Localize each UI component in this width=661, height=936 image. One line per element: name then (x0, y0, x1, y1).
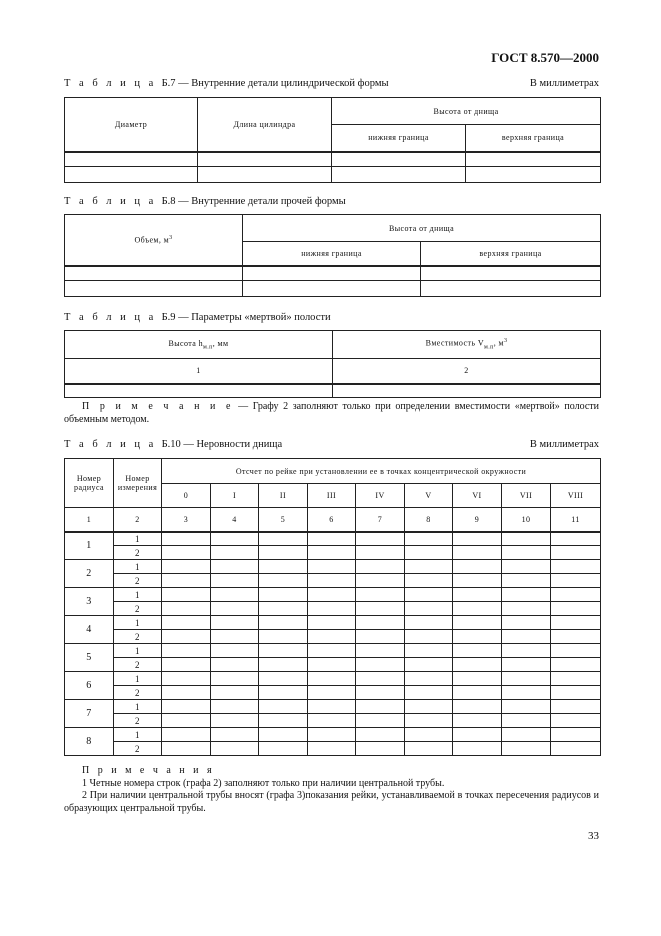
reading-cell (502, 532, 551, 546)
table-label: Т а б л и ц а (64, 196, 157, 207)
reading-cell (259, 700, 308, 714)
reading-cell (356, 742, 405, 756)
reading-cell (502, 616, 551, 630)
measurement-number: 1 (114, 616, 162, 630)
reading-cell (356, 644, 405, 658)
table-row (65, 532, 601, 546)
reading-cell (502, 658, 551, 672)
reading-cell (308, 574, 356, 588)
reading-cell (405, 602, 453, 616)
reading-cell (453, 686, 502, 700)
col-number-2: 2 (333, 359, 601, 384)
point-header: IV (356, 484, 405, 508)
reading-cell (502, 672, 551, 686)
reading-cell (162, 574, 211, 588)
reading-cell (502, 714, 551, 728)
reading-cell (259, 616, 308, 630)
reading-cell (162, 714, 211, 728)
column-number: 2 (114, 508, 162, 532)
reading-cell (211, 630, 259, 644)
point-header: III (308, 484, 356, 508)
point-header: VII (502, 484, 551, 508)
reading-cell (259, 728, 308, 742)
reading-cell (162, 658, 211, 672)
radius-number: 3 (65, 588, 114, 616)
reading-cell (356, 714, 405, 728)
table-b9 (64, 330, 601, 398)
table-b9-note: П р и м е ч а н и е — Графу 2 заполняют только при определении вместимости «мертвой» полости объемным методом. (64, 401, 600, 425)
reading-cell (356, 574, 405, 588)
reading-cell (308, 560, 356, 574)
table-row (65, 672, 601, 686)
table-row (65, 167, 601, 183)
point-header: VI (453, 484, 502, 508)
reading-cell (405, 686, 453, 700)
col-height: Высота от днища (243, 215, 601, 242)
reading-cell (308, 602, 356, 616)
reading-cell (308, 532, 356, 546)
reading-cell (405, 728, 453, 742)
reading-cell (162, 532, 211, 546)
reading-cell (211, 742, 259, 756)
note-1: 1 Четные номера строк (графа 2) заполняют только при наличии центральной трубы. (82, 777, 445, 789)
reading-cell (162, 672, 211, 686)
table-b7 (64, 97, 601, 183)
table-row (65, 714, 601, 728)
reading-cell (308, 546, 356, 560)
table-row (65, 686, 601, 700)
reading-cell (162, 616, 211, 630)
reading-cell (259, 672, 308, 686)
reading-cell (405, 532, 453, 546)
reading-cell (356, 728, 405, 742)
reading-cell (211, 672, 259, 686)
reading-cell (453, 700, 502, 714)
col-volume: Объем, $м^3$ (65, 215, 243, 266)
table-b9-caption (64, 312, 331, 323)
table-row (65, 384, 601, 398)
measurement-number: 2 (114, 574, 162, 588)
table-row (65, 560, 601, 574)
table-title: Б.10 — Неровности днища (161, 439, 283, 450)
measurement-number: 2 (114, 742, 162, 756)
reading-cell (405, 672, 453, 686)
reading-cell (211, 574, 259, 588)
measurement-number: 1 (114, 588, 162, 602)
standard-number: ГОСТ 8.570—2000 (491, 50, 599, 65)
reading-cell (405, 714, 453, 728)
reading-cell (259, 588, 308, 602)
table-b10 (64, 458, 601, 756)
radius-number: 7 (65, 700, 114, 728)
reading-cell (211, 644, 259, 658)
reading-cell (162, 686, 211, 700)
reading-cell (308, 588, 356, 602)
reading-cell (259, 644, 308, 658)
reading-cell (162, 742, 211, 756)
table-row (65, 728, 601, 742)
reading-cell (453, 574, 502, 588)
table-row (65, 630, 601, 644)
table-title: Б.9 — Параметры «мертвой» полости (161, 312, 331, 323)
reading-cell (551, 546, 601, 560)
reading-cell (356, 630, 405, 644)
col-diameter: Диаметр (65, 98, 198, 152)
reading-cell (356, 532, 405, 546)
reading-cell (259, 546, 308, 560)
reading-cell (162, 546, 211, 560)
reading-cell (211, 602, 259, 616)
point-header: V (405, 484, 453, 508)
page-number: 33 (588, 830, 599, 842)
table-b10-units: В миллиметрах (529, 439, 599, 450)
reading-cell (551, 714, 601, 728)
col-upper: верхняя граница (421, 242, 601, 266)
radius-number: 2 (65, 560, 114, 588)
reading-cell (356, 672, 405, 686)
reading-cell (551, 686, 601, 700)
measurement-number: 2 (114, 602, 162, 616)
col-radius: Номер радиуса (65, 459, 114, 508)
reading-cell (551, 532, 601, 546)
reading-cell (453, 588, 502, 602)
measurement-number: 2 (114, 630, 162, 644)
column-number: 8 (405, 508, 453, 532)
reading-cell (453, 644, 502, 658)
table-row (65, 588, 601, 602)
radius-number: 8 (65, 728, 114, 756)
measurement-number: 1 (114, 560, 162, 574)
reading-cell (356, 588, 405, 602)
table-row (65, 546, 601, 560)
reading-cell (356, 658, 405, 672)
table-b7-units: В миллиметрах (529, 78, 599, 89)
notes-title: П р и м е ч а н и я (82, 765, 215, 776)
reading-cell (551, 630, 601, 644)
table-row (65, 658, 601, 672)
reading-cell (356, 616, 405, 630)
reading-cell (405, 630, 453, 644)
notes (64, 765, 599, 815)
reading-cell (405, 588, 453, 602)
reading-cell (502, 686, 551, 700)
reading-cell (259, 658, 308, 672)
col-length: Длина цилиндра (198, 98, 332, 152)
reading-cell (453, 742, 502, 756)
reading-cell (356, 700, 405, 714)
reading-cell (308, 658, 356, 672)
reading-cell (502, 742, 551, 756)
column-number: 7 (356, 508, 405, 532)
reading-cell (211, 616, 259, 630)
reading-cell (162, 602, 211, 616)
reading-cell (308, 630, 356, 644)
reading-cell (259, 714, 308, 728)
reading-cell (356, 686, 405, 700)
measurement-number: 2 (114, 714, 162, 728)
reading-cell (551, 602, 601, 616)
table-title: Б.7 — Внутренние детали цилиндрической формы (161, 78, 389, 89)
col-measure: Номер измерения (114, 459, 162, 508)
reading-cell (308, 728, 356, 742)
measurement-number: 1 (114, 700, 162, 714)
column-number: 5 (259, 508, 308, 532)
column-number: 1 (65, 508, 114, 532)
point-header: 0 (162, 484, 211, 508)
reading-cell (551, 644, 601, 658)
reading-cell (551, 742, 601, 756)
measurement-number: 1 (114, 644, 162, 658)
table-b8-caption (64, 196, 346, 207)
table-row (65, 742, 601, 756)
reading-cell (502, 560, 551, 574)
reading-cell (211, 532, 259, 546)
reading-cell (259, 532, 308, 546)
reading-cell (453, 532, 502, 546)
point-header: VIII (551, 484, 601, 508)
measurement-number: 1 (114, 532, 162, 546)
column-number: 4 (211, 508, 259, 532)
reading-cell (308, 700, 356, 714)
reading-cell (308, 616, 356, 630)
reading-cell (211, 560, 259, 574)
reading-cell (211, 658, 259, 672)
reading-cell (259, 686, 308, 700)
table-row (65, 152, 601, 167)
point-header: II (259, 484, 308, 508)
reading-cell (356, 546, 405, 560)
table-row (65, 602, 601, 616)
column-number: 9 (453, 508, 502, 532)
column-number: 11 (551, 508, 601, 532)
reading-cell (405, 574, 453, 588)
reading-cell (405, 546, 453, 560)
reading-cell (453, 560, 502, 574)
reading-cell (502, 574, 551, 588)
measurement-number: 1 (114, 672, 162, 686)
reading-cell (259, 630, 308, 644)
note-2: 2 При наличии центральной трубы вносят (графа 3)показания рейки, устанавливаемой в точках пересечения радиусов и образующих центральной трубы. (64, 790, 599, 814)
reading-cell (308, 714, 356, 728)
reading-cell (551, 658, 601, 672)
table-row (65, 266, 601, 281)
col-capacity: Вместимость $V_{м.п}$, $м^3$ (333, 331, 601, 359)
table-label: Т а б л и ц а (64, 312, 157, 323)
reading-cell (453, 616, 502, 630)
radius-number: 6 (65, 672, 114, 700)
table-b10-caption (64, 439, 282, 450)
radius-number: 5 (65, 644, 114, 672)
reading-cell (453, 672, 502, 686)
reading-cell (211, 700, 259, 714)
col-height: Высота от днища (332, 98, 601, 125)
reading-cell (453, 728, 502, 742)
reading-cell (453, 714, 502, 728)
reading-cell (453, 658, 502, 672)
reading-cell (308, 742, 356, 756)
reading-cell (551, 588, 601, 602)
measurement-number: 2 (114, 686, 162, 700)
table-row (65, 616, 601, 630)
column-number: 10 (502, 508, 551, 532)
reading-cell (502, 602, 551, 616)
reading-cell (308, 644, 356, 658)
col-height: Высота $h_{м.п}$, мм (65, 331, 333, 359)
reading-cell (211, 714, 259, 728)
reading-cell (551, 560, 601, 574)
reading-cell (162, 728, 211, 742)
reading-cell (551, 700, 601, 714)
col-upper: верхняя граница (466, 125, 601, 152)
reading-cell (502, 700, 551, 714)
reading-cell (356, 560, 405, 574)
col-reading: Отсчет по рейке при установлении ее в точках концентрической окружности (162, 459, 601, 484)
reading-cell (211, 728, 259, 742)
reading-cell (551, 672, 601, 686)
reading-cell (405, 742, 453, 756)
reading-cell (162, 560, 211, 574)
col-lower: нижняя граница (332, 125, 466, 152)
reading-cell (259, 742, 308, 756)
reading-cell (259, 574, 308, 588)
reading-cell (162, 644, 211, 658)
table-label: Т а б л и ц а (64, 78, 157, 89)
reading-cell (502, 588, 551, 602)
reading-cell (502, 728, 551, 742)
reading-cell (453, 546, 502, 560)
radius-number: 1 (65, 532, 114, 560)
column-number: 3 (162, 508, 211, 532)
reading-cell (211, 686, 259, 700)
table-b7-caption (64, 78, 389, 89)
point-header: I (211, 484, 259, 508)
table-row (65, 574, 601, 588)
reading-cell (308, 672, 356, 686)
reading-cell (502, 546, 551, 560)
reading-cell (259, 602, 308, 616)
reading-cell (551, 574, 601, 588)
reading-cell (405, 560, 453, 574)
reading-cell (405, 644, 453, 658)
reading-cell (259, 560, 308, 574)
measurement-number: 1 (114, 728, 162, 742)
table-row (65, 700, 601, 714)
table-row (65, 281, 601, 297)
reading-cell (162, 588, 211, 602)
reading-cell (356, 602, 405, 616)
col-number-1: 1 (65, 359, 333, 384)
reading-cell (405, 700, 453, 714)
col-lower: нижняя граница (243, 242, 421, 266)
table-title: Б.8 — Внутренние детали прочей формы (161, 196, 346, 207)
radius-number: 4 (65, 616, 114, 644)
reading-cell (211, 588, 259, 602)
reading-cell (453, 630, 502, 644)
table-b8 (64, 214, 601, 297)
reading-cell (308, 686, 356, 700)
reading-cell (453, 602, 502, 616)
table-label: Т а б л и ц а (64, 439, 157, 450)
reading-cell (211, 546, 259, 560)
table-row (65, 644, 601, 658)
measurement-number: 2 (114, 658, 162, 672)
measurement-number: 2 (114, 546, 162, 560)
reading-cell (162, 700, 211, 714)
reading-cell (502, 644, 551, 658)
reading-cell (162, 630, 211, 644)
reading-cell (502, 630, 551, 644)
reading-cell (551, 728, 601, 742)
reading-cell (405, 658, 453, 672)
reading-cell (405, 616, 453, 630)
column-number: 6 (308, 508, 356, 532)
reading-cell (551, 616, 601, 630)
